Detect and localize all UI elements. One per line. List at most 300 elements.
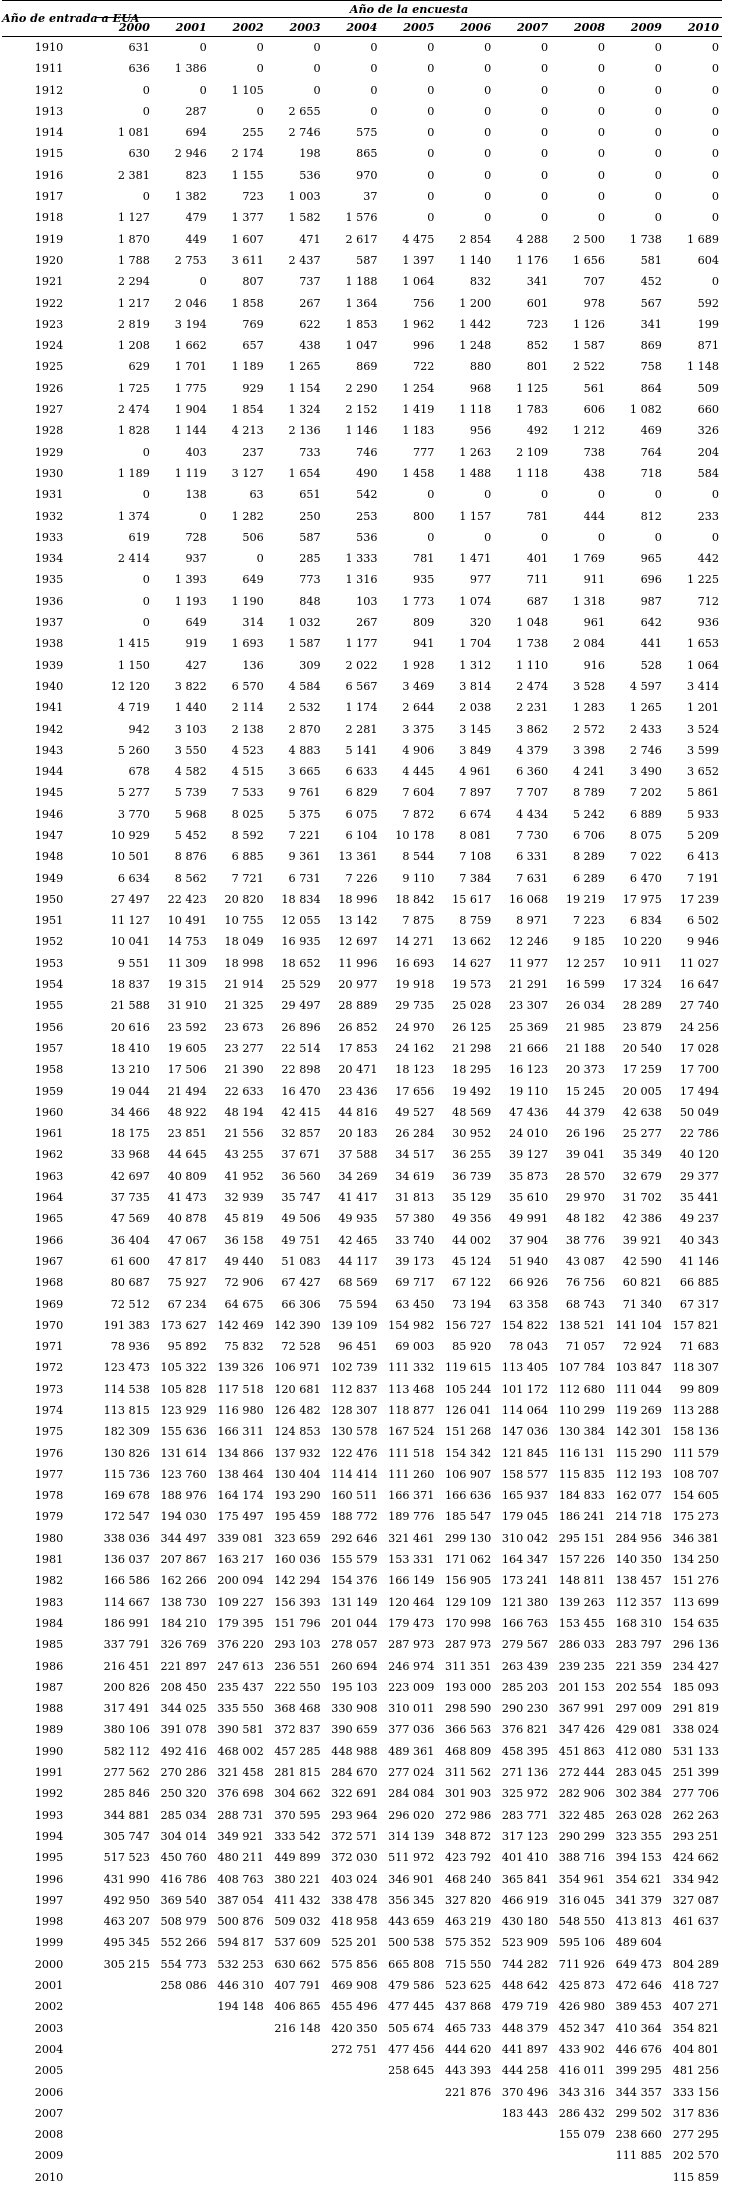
table-cell: 1 828 (117, 424, 150, 438)
table-cell: 322 485 (558, 1808, 606, 1822)
table-cell: 2 532 (288, 701, 321, 715)
table-cell: 44 117 (338, 1254, 378, 1268)
table-cell: 10 501 (110, 850, 150, 864)
table-cell: 277 706 (672, 1787, 719, 1801)
table-cell: 630 (128, 147, 150, 161)
table-cell: 263 439 (501, 1659, 549, 1673)
table-row (2, 2060, 722, 2081)
table-cell: 41 473 (167, 1191, 207, 1205)
table-cell: 2 136 (288, 424, 321, 438)
table-cell: 407 271 (672, 2000, 719, 2014)
table-row (2, 1570, 722, 1591)
table-cell: 2 617 (345, 232, 378, 246)
table-cell: 0 (711, 275, 719, 289)
table-cell: 323 355 (615, 1829, 662, 1843)
table-cell: 237 (242, 445, 264, 459)
row-year: 1988 (34, 1702, 64, 1716)
table-cell: 23 851 (167, 1127, 207, 1141)
column-header: 2002 (210, 18, 267, 37)
table-cell: 140 350 (615, 1553, 662, 1567)
table-row (2, 293, 722, 314)
table-cell: 4 523 (231, 743, 264, 757)
table-row (2, 1783, 722, 1804)
table-row (2, 37, 722, 59)
table-cell: 0 (256, 41, 264, 54)
table-row (2, 633, 722, 654)
row-year: 1969 (34, 1297, 64, 1311)
table-cell: 12 257 (565, 956, 606, 970)
table-cell: 126 482 (274, 1404, 321, 1417)
table-cell: 31 813 (395, 1191, 435, 1205)
row-year: 1915 (34, 147, 64, 161)
table-cell: 2 294 (117, 275, 150, 289)
table-cell: 777 (413, 445, 435, 459)
table-cell: 130 826 (103, 1446, 150, 1460)
table-cell (324, 2167, 381, 2188)
table-cell: 377 036 (388, 1723, 435, 1737)
table-cell: 42 465 (338, 1233, 378, 1247)
table-cell: 267 (356, 616, 378, 630)
table-cell: 200 826 (103, 1680, 150, 1694)
table-cell: 425 873 (558, 1979, 606, 1993)
table-row (2, 1805, 722, 1826)
table-cell: 129 109 (444, 1595, 492, 1609)
table-cell: 105 828 (160, 1382, 207, 1396)
table-cell: 6 331 (516, 850, 549, 864)
table-cell: 138 457 (615, 1574, 662, 1588)
table-cell: 864 (640, 381, 662, 395)
table-cell: 67 234 (167, 1297, 207, 1311)
table-cell: 85 920 (452, 1340, 492, 1354)
table-cell: 509 (697, 381, 719, 395)
table-cell: 1 662 (174, 339, 207, 353)
table-cell: 449 (185, 232, 207, 246)
table-cell: 372 837 (274, 1723, 321, 1737)
table-cell: 39 921 (622, 1233, 662, 1247)
table-cell: 20 977 (338, 978, 378, 992)
table-cell: 34 269 (338, 1169, 378, 1183)
table-cell: 290 230 (501, 1702, 549, 1716)
table-cell: 147 036 (501, 1425, 549, 1439)
table-cell: 116 980 (217, 1404, 264, 1417)
table-cell: 1 858 (231, 296, 264, 310)
table-cell: 0 (541, 62, 549, 76)
table-cell: 29 735 (395, 999, 435, 1013)
table-cell (665, 1932, 722, 1953)
row-year: 1982 (34, 1574, 64, 1588)
table-cell: 1 587 (288, 637, 321, 651)
table-cell: 575 856 (331, 1957, 378, 1971)
row-year: 1977 (34, 1467, 64, 1481)
table-cell: 12 246 (508, 935, 549, 949)
table-cell: 11 027 (679, 956, 719, 970)
table-cell: 341 (640, 317, 662, 331)
table-cell: 21 390 (224, 1063, 264, 1077)
table-cell: 0 (654, 83, 662, 97)
table-cell: 651 (299, 488, 321, 502)
table-cell: 60 821 (622, 1276, 662, 1290)
column-header: 2005 (380, 18, 437, 37)
table-cell: 532 253 (217, 1957, 264, 1971)
table-cell: 10 041 (110, 935, 150, 949)
table-cell: 10 220 (622, 935, 662, 949)
table-cell: 3 599 (686, 743, 719, 757)
table-cell: 111 885 (615, 2149, 662, 2163)
table-cell: 438 (583, 466, 606, 480)
table-cell: 101 172 (501, 1382, 549, 1396)
table-cell: 23 879 (622, 1020, 662, 1034)
table-cell: 2 474 (117, 403, 150, 417)
table-cell: 119 269 (615, 1404, 662, 1417)
table-cell: 441 (640, 637, 662, 651)
row-year: 1938 (34, 637, 64, 651)
table-cell: 154 342 (444, 1446, 492, 1460)
table-cell: 1 393 (174, 573, 207, 587)
table-cell: 111 332 (388, 1361, 435, 1375)
table-cell: 37 (363, 190, 378, 204)
table-row (2, 1166, 722, 1187)
table-cell: 346 381 (672, 1531, 719, 1545)
table-cell: 852 (526, 339, 549, 353)
table-cell: 109 227 (217, 1595, 264, 1609)
table-cell (380, 2124, 437, 2145)
group-header: Año de la encuesta (96, 1, 722, 18)
table-cell: 111 260 (388, 1467, 435, 1481)
row-year: 1925 (34, 360, 64, 374)
table-row (2, 1379, 722, 1400)
table-cell: 0 (484, 190, 492, 204)
table-cell: 0 (484, 488, 492, 502)
table-cell: 78 043 (508, 1340, 549, 1354)
table-cell: 63 (249, 488, 264, 502)
table-cell: 51 083 (281, 1254, 321, 1268)
row-year: 1945 (34, 786, 64, 800)
table-cell: 17 506 (167, 1063, 207, 1077)
table-cell: 525 201 (331, 1936, 378, 1950)
table-cell: 733 (299, 445, 321, 459)
table-cell: 929 (242, 381, 264, 395)
table-cell: 413 813 (615, 1915, 662, 1929)
table-cell: 36 560 (281, 1169, 321, 1183)
table-cell: 339 081 (217, 1531, 264, 1545)
table-cell: 19 315 (167, 978, 207, 992)
table-cell: 746 (356, 445, 378, 459)
table-cell: 2 290 (345, 381, 378, 395)
table-cell: 40 809 (167, 1169, 207, 1183)
table-cell: 18 652 (281, 956, 321, 970)
table-cell: 412 080 (615, 1744, 662, 1758)
table-cell (96, 1975, 153, 1996)
table-cell: 492 950 (103, 1893, 150, 1907)
table-cell: 1 105 (231, 83, 264, 97)
table-cell: 0 (484, 41, 492, 54)
table-cell: 198 (299, 147, 321, 161)
table-cell: 457 285 (274, 1744, 321, 1758)
table-cell: 0 (199, 275, 207, 289)
table-cell: 191 383 (103, 1318, 150, 1332)
table-cell: 48 569 (452, 1105, 492, 1119)
table-cell: 0 (256, 62, 264, 76)
table-cell: 394 153 (615, 1851, 662, 1865)
table-cell: 295 151 (558, 1531, 606, 1545)
table-cell: 880 (469, 360, 492, 374)
row-year: 1985 (34, 1638, 64, 1652)
table-cell: 80 687 (110, 1276, 150, 1290)
table-cell: 7 707 (516, 786, 549, 800)
table-cell: 0 (711, 126, 719, 140)
table-cell: 154 605 (672, 1489, 719, 1503)
table-cell: 561 (583, 381, 606, 395)
table-cell: 131 149 (331, 1595, 378, 1609)
row-year: 1954 (34, 978, 64, 992)
table-cell: 1 155 (231, 168, 264, 182)
table-cell: 448 379 (501, 2021, 549, 2035)
table-cell: 263 028 (615, 1808, 662, 1822)
table-row (2, 527, 722, 548)
row-year: 1921 (34, 275, 64, 289)
table-cell: 21 298 (452, 1041, 492, 1055)
table-cell: 166 371 (388, 1489, 435, 1503)
row-year: 1912 (34, 83, 64, 97)
table-cell: 0 (484, 104, 492, 118)
table-cell: 800 (413, 509, 435, 523)
table-cell: 0 (256, 552, 264, 566)
row-year: 2010 (34, 2170, 64, 2184)
table-row (2, 1677, 722, 1698)
table-cell: 0 (142, 445, 150, 459)
table-cell: 7 875 (402, 914, 435, 928)
table-cell: 5 739 (174, 786, 207, 800)
table-cell: 443 393 (444, 2064, 492, 2078)
table-row (2, 186, 722, 207)
table-cell: 407 791 (274, 1979, 321, 1993)
table-cell: 1 127 (117, 211, 150, 225)
table-cell: 292 646 (331, 1531, 378, 1545)
table-cell: 463 219 (444, 1915, 492, 1929)
table-cell: 1 312 (459, 658, 492, 672)
table-cell (96, 2124, 153, 2145)
table-cell: 418 727 (672, 1979, 719, 1993)
table-cell: 277 024 (388, 1766, 435, 1780)
table-cell: 1 146 (345, 424, 378, 438)
table-cell: 179 045 (501, 1510, 549, 1524)
table-cell (96, 2060, 153, 2081)
table-cell: 2 281 (345, 722, 378, 736)
table-cell: 604 (697, 253, 719, 267)
table-cell: 17 259 (622, 1063, 662, 1077)
table-cell: 1 386 (174, 62, 207, 76)
table-cell: 113 815 (103, 1404, 150, 1417)
row-year: 1975 (34, 1425, 64, 1439)
table-cell: 138 464 (217, 1467, 264, 1481)
immigration-table (2, 0, 722, 2188)
table-cell: 285 846 (103, 1787, 150, 1801)
table-cell: 199 (697, 317, 719, 331)
table-cell: 0 (427, 83, 435, 97)
table-cell (153, 2124, 210, 2145)
table-cell: 619 (128, 530, 150, 544)
table-cell: 0 (654, 147, 662, 161)
table-cell: 61 600 (110, 1254, 150, 1268)
table-cell: 130 578 (331, 1425, 378, 1439)
table-cell: 41 417 (338, 1191, 378, 1205)
table-cell: 567 (640, 296, 662, 310)
table-row (2, 463, 722, 484)
table-cell: 347 426 (558, 1723, 606, 1737)
table-cell: 1 656 (573, 253, 606, 267)
row-year: 1972 (34, 1361, 64, 1375)
table-cell: 423 792 (444, 1851, 492, 1865)
table-row (2, 1847, 722, 1868)
table-cell: 322 691 (331, 1787, 378, 1801)
table-cell: 649 (242, 573, 264, 587)
row-year: 1961 (34, 1127, 64, 1141)
table-cell: 466 919 (501, 1893, 549, 1907)
table-cell: 0 (654, 530, 662, 544)
table-cell: 996 (413, 339, 435, 353)
table-cell: 7 108 (459, 850, 492, 864)
row-year: 1994 (34, 1829, 64, 1843)
table-cell: 0 (711, 168, 719, 182)
table-cell: 4 241 (573, 765, 606, 779)
table-cell: 0 (427, 62, 435, 76)
table-cell: 0 (711, 190, 719, 204)
table-cell: 764 (640, 445, 662, 459)
table-cell (267, 2103, 324, 2124)
table-row (2, 1081, 722, 1102)
table-cell: 622 (299, 317, 321, 331)
table-cell: 118 877 (388, 1404, 435, 1417)
table-cell: 153 455 (558, 1616, 606, 1630)
table-cell: 179 473 (388, 1616, 435, 1630)
table-cell: 270 286 (160, 1766, 207, 1780)
table-cell: 160 511 (331, 1489, 378, 1503)
table-cell: 4 719 (117, 701, 150, 715)
row-year: 1995 (34, 1851, 64, 1865)
table-cell: 1 471 (459, 552, 492, 566)
table-cell: 369 540 (160, 1893, 207, 1907)
table-cell: 44 002 (452, 1233, 492, 1247)
table-cell (210, 2039, 267, 2060)
table-cell: 10 491 (167, 914, 207, 928)
table-cell: 8 081 (459, 828, 492, 842)
table-cell: 246 974 (388, 1659, 435, 1673)
table-cell: 0 (427, 190, 435, 204)
table-cell: 0 (427, 126, 435, 140)
table-cell: 34 517 (395, 1148, 435, 1162)
row-year: 1973 (34, 1382, 64, 1396)
table-cell: 0 (597, 488, 606, 502)
table-cell: 126 041 (444, 1404, 492, 1417)
table-cell: 601 (526, 296, 549, 310)
table-row (2, 484, 722, 505)
table-cell: 3 814 (459, 679, 492, 693)
row-year: 1926 (34, 381, 64, 395)
table-cell: 1 283 (573, 701, 606, 715)
table-cell: 193 000 (444, 1680, 492, 1694)
table-cell: 0 (484, 147, 492, 161)
table-cell: 285 (299, 552, 321, 566)
table-cell: 376 698 (217, 1787, 264, 1801)
table-cell: 216 451 (103, 1659, 150, 1673)
table-cell: 0 (597, 104, 606, 118)
column-header: 2006 (437, 18, 494, 37)
table-cell: 17 324 (622, 978, 662, 992)
table-cell (608, 2167, 665, 2188)
table-cell: 16 470 (281, 1084, 321, 1098)
table-cell (380, 2145, 437, 2166)
table-cell (153, 2039, 210, 2060)
table-cell: 175 273 (672, 1510, 719, 1524)
table-cell: 2 946 (174, 147, 207, 161)
row-year: 1919 (34, 232, 64, 246)
table-cell: 1 316 (345, 573, 378, 587)
table-cell (210, 2124, 267, 2145)
table-cell: 1 775 (174, 381, 207, 395)
table-cell: 4 906 (402, 743, 435, 757)
table-cell: 32 679 (622, 1169, 662, 1183)
table-cell: 317 123 (501, 1829, 549, 1843)
table-cell (380, 2167, 437, 2188)
table-cell (153, 2103, 210, 2124)
table-cell: 234 427 (672, 1659, 719, 1673)
table-cell: 182 309 (103, 1425, 150, 1439)
table-cell: 2 114 (231, 701, 264, 715)
table-cell: 3 127 (231, 466, 264, 480)
table-cell: 2 022 (345, 658, 378, 672)
table-cell: 19 219 (565, 892, 606, 906)
table-cell: 305 747 (103, 1829, 150, 1843)
row-year: 2008 (34, 2128, 64, 2142)
table-cell: 8 025 (231, 807, 264, 821)
table-cell: 490 (356, 466, 378, 480)
row-year: 1918 (34, 211, 64, 225)
table-cell: 367 991 (558, 1702, 606, 1716)
table-cell: 283 045 (615, 1766, 662, 1780)
table-cell: 158 577 (501, 1467, 549, 1481)
table-row (2, 2145, 722, 2166)
table-cell (210, 2103, 267, 2124)
table-row (2, 1357, 722, 1378)
table-row (2, 612, 722, 633)
table-cell: 1 653 (686, 637, 719, 651)
table-cell: 452 347 (558, 2021, 606, 2035)
table-cell: 2 174 (231, 147, 264, 161)
table-cell: 2 152 (345, 403, 378, 417)
table-cell: 6 731 (288, 871, 321, 885)
table-cell: 807 (242, 275, 264, 289)
table-cell: 660 (697, 403, 719, 417)
table-cell: 1 003 (288, 190, 321, 204)
table-cell: 16 068 (508, 892, 549, 906)
table-cell (437, 2124, 494, 2145)
table-cell: 3 822 (174, 679, 207, 693)
row-year: 1916 (34, 168, 64, 182)
table-cell: 508 979 (160, 1915, 207, 1929)
table-cell: 115 290 (615, 1446, 662, 1460)
table-cell: 0 (654, 190, 662, 204)
table-cell: 156 727 (444, 1318, 492, 1332)
table-cell: 317 836 (672, 2106, 719, 2120)
table-cell: 184 833 (558, 1489, 606, 1503)
table-cell: 3 490 (629, 765, 662, 779)
table-cell: 134 866 (217, 1446, 264, 1460)
table-row (2, 1038, 722, 1059)
row-year: 1991 (34, 1766, 64, 1780)
table-cell (380, 2082, 437, 2103)
table-cell: 6 829 (345, 786, 378, 800)
table-cell: 1 904 (174, 403, 207, 417)
